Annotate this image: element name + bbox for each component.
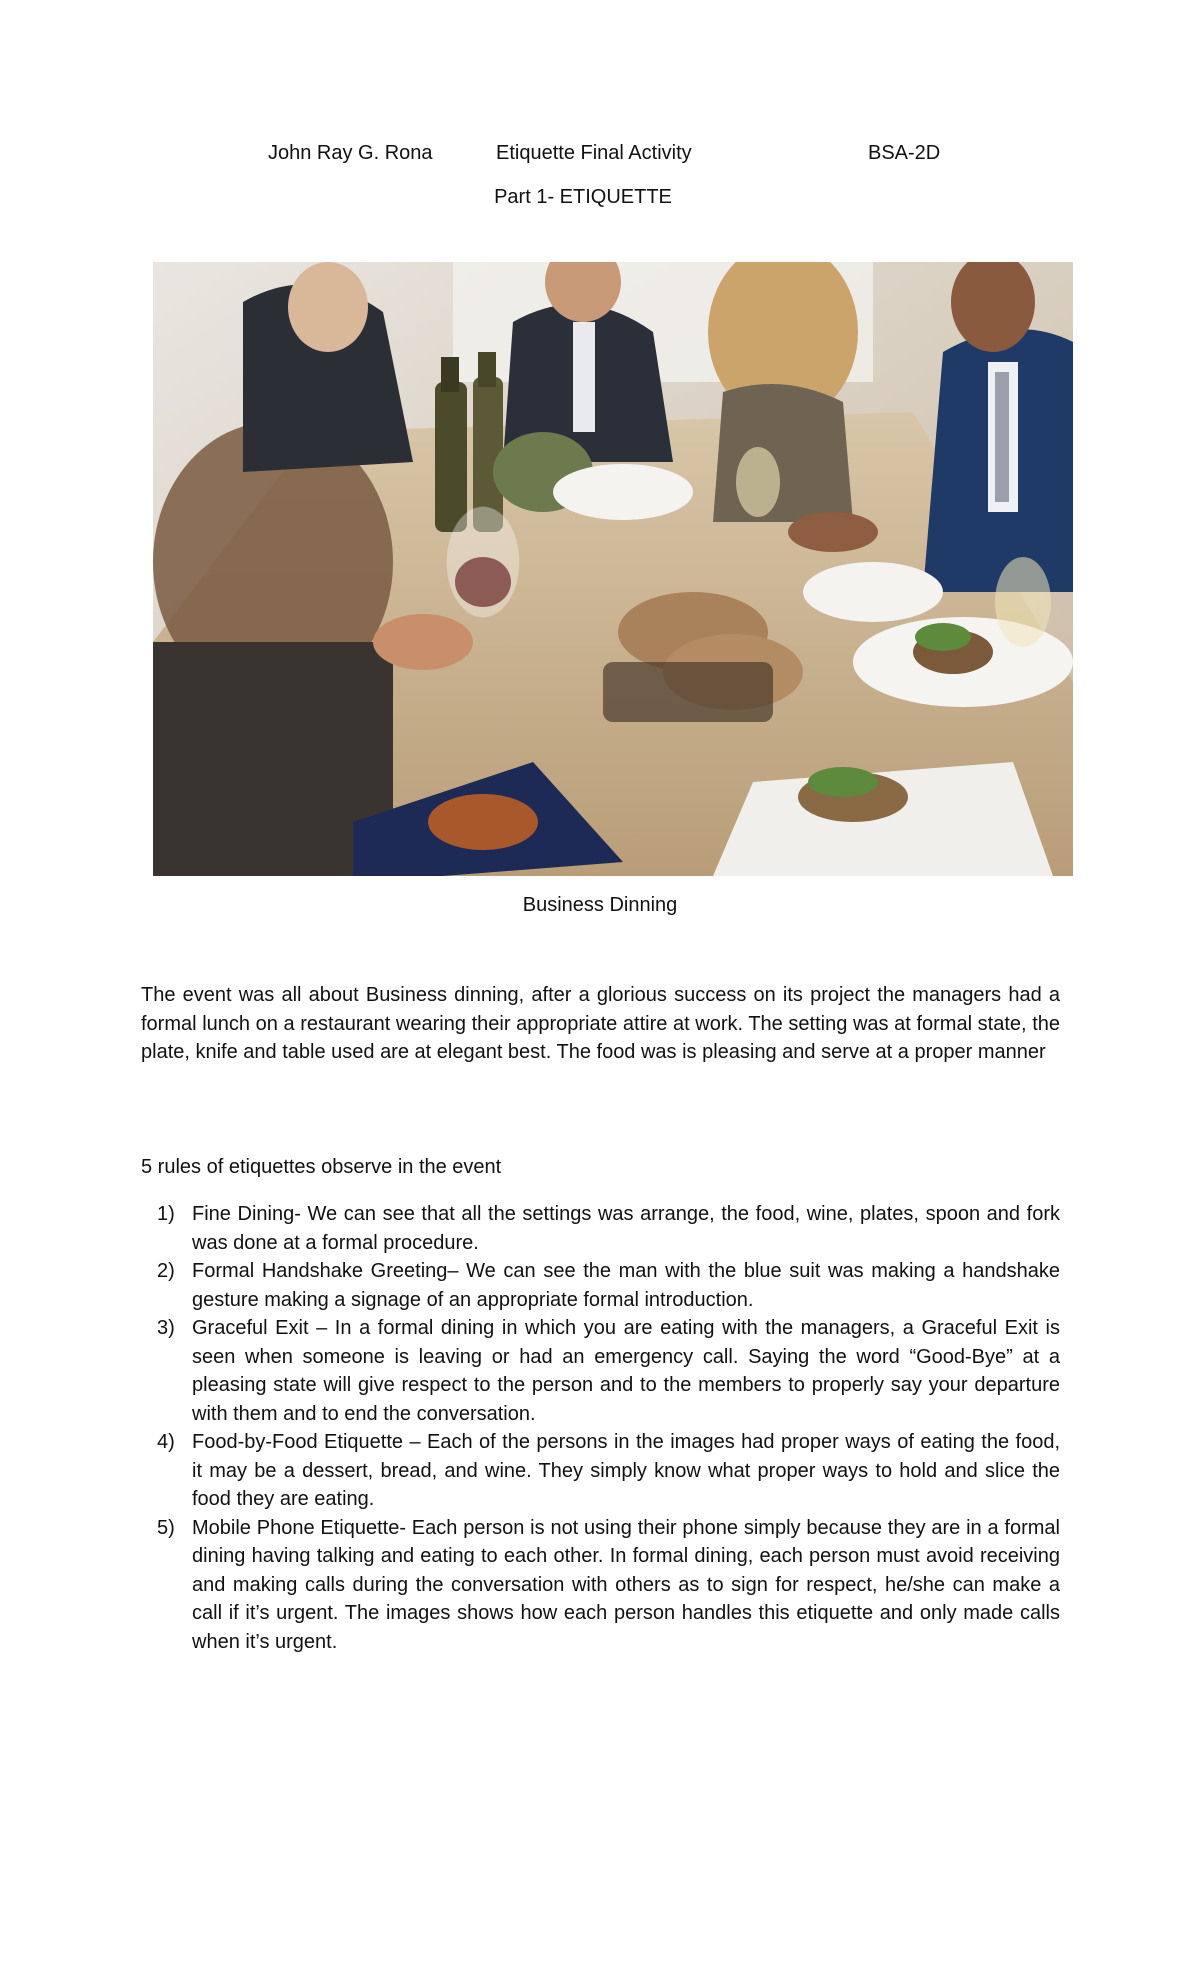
rule-number: 5) [157, 1516, 175, 1539]
rule-item [141, 1314, 1060, 1428]
business-dinner-illustration [153, 262, 1073, 876]
business-dinner-photo [153, 262, 1073, 876]
author-name: John Ray G. Rona [268, 142, 433, 164]
rule-text: Food-by-Food Etiquette – Each of the persons in the images had proper ways of eating the food, it may be a dessert, bread, and wine. They simply know what proper ways to hold and slice the food they are eating. [192, 1431, 1060, 1510]
rule-item [141, 1257, 1060, 1314]
rule-number: 2) [157, 1260, 175, 1282]
photo-caption: Business Dinning [522, 894, 678, 916]
rule-number: 1) [157, 1203, 175, 1225]
document-title: Etiquette Final Activity [496, 142, 692, 164]
rules-list [141, 1200, 1060, 1656]
section-code: BSA-2D [868, 142, 941, 164]
part-title: Part 1- ETIQUETTE [494, 186, 672, 208]
rule-text: Graceful Exit – In a formal dining in which you are eating with the managers, a Graceful Exit is seen when someone is leaving or had an emergency call. Saying the word “Good-Bye” at a pleasing state will give respect to the person and to the members to properly say your departure with them and to end the conversation. [192, 1317, 1060, 1425]
rule-item [141, 1514, 1060, 1657]
rule-number: 4) [157, 1431, 175, 1453]
rule-text: Fine Dining- We can see that all the settings was arrange, the food, wine, plates, spoon and fork was done at a formal procedure. [192, 1203, 1060, 1254]
rule-number: 3) [157, 1317, 175, 1339]
rules-heading: 5 rules of etiquettes observe in the event [141, 1156, 502, 1178]
rule-item [141, 1428, 1060, 1514]
rule-text: Mobile Phone Etiquette- Each person is not using their phone simply because they are in a formal dining having talking and eating to each other. In formal dining, each person must avoid receiving and making calls during the conversation with others as to sign for respect, he/she can make a call if it’s urgent. The images shows how each person handles this etiquette and only made calls when it’s urgent. [192, 1516, 1060, 1653]
event-description: The event was all about Business dinning, after a glorious success on its project the managers had a formal lunch on a restaurant wearing their appropriate attire at work. The setting was at formal state, the plate, knife and table used are at elegant best. The food was is pleasing and serve at a proper manner [141, 984, 1060, 1063]
rule-item [141, 1200, 1060, 1257]
rule-text: Formal Handshake Greeting– We can see the man with the blue suit was making a handshake gesture making a signage of an appropriate formal introduction. [192, 1260, 1060, 1311]
